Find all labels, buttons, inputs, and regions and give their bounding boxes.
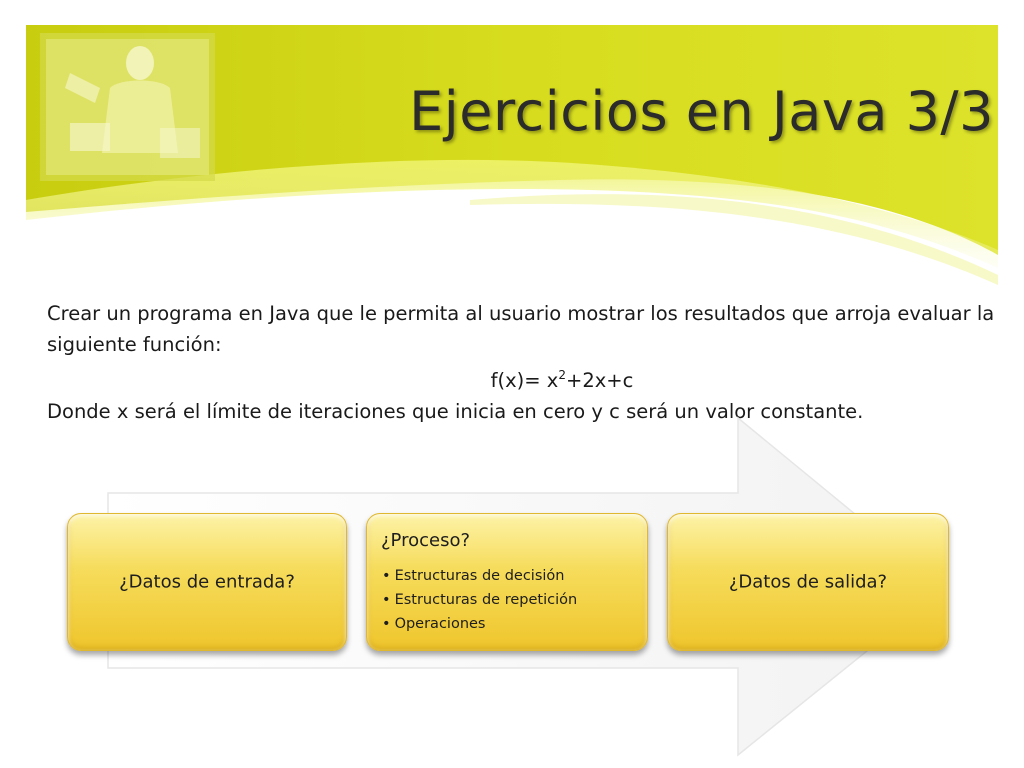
slide-title: Ejercicios en Java 3/3 (409, 80, 994, 143)
process-item: • Operaciones (382, 612, 577, 636)
process-item: • Estructuras de decisión (382, 564, 577, 588)
process-item: • Estructuras de repetición (382, 588, 577, 612)
process-title: ¿Proceso? (381, 530, 471, 551)
process-list (382, 564, 577, 636)
output-data-label: ¿Datos de salida? (728, 571, 888, 593)
description-line: Crear un programa en Java que le permita al usuario mostrar los resultados que arroja evaluar la siguiente función: (47, 302, 995, 356)
description-line-definitions: Donde x será el límite de iteraciones que inicia en cero y c será un valor constante. (47, 400, 864, 423)
process-box (366, 513, 648, 651)
input-data-label: ¿Datos de entrada? (119, 571, 295, 593)
formula-prefix: f(x)= x (490, 369, 559, 392)
formula-exponent: 2 (558, 368, 566, 382)
output-data-box (667, 513, 949, 651)
input-data-box (67, 513, 347, 651)
formula-suffix: +2x+c (565, 369, 634, 392)
